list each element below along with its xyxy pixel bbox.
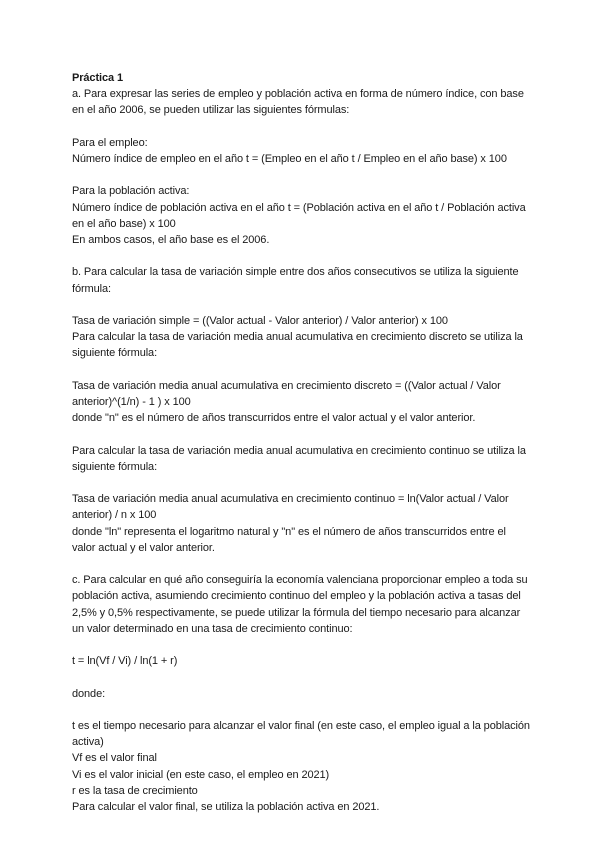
- paragraph-vi-definition: Vi es el valor inicial (en este caso, el empleo en 2021): [72, 768, 330, 781]
- paragraph-where: donde:: [72, 687, 106, 700]
- paragraph-vf-definition: Vf es el valor final: [72, 752, 157, 765]
- blank-line: [72, 702, 532, 718]
- paragraph-employment-heading: Para el empleo:: [72, 136, 148, 149]
- paragraph-t-definition: t es el tiempo necesario para alcanzar el valor final (en este caso, el empleo igual a la población activa): [72, 719, 533, 749]
- blank-line: [72, 248, 532, 264]
- paragraph-discrete-rate-formula: Tasa de variación media anual acumulativa en crecimiento discreto = ((Valor actual / Valor anterior)^(1/n) - 1 ) x 100: [72, 379, 504, 408]
- blank-line: [72, 426, 532, 442]
- paragraph-time-formula: t = ln(Vf / Vi) / ln(1 + r): [72, 655, 178, 668]
- paragraph-c-intro: c. Para calcular en qué año conseguiría la economía valenciana proporcionar empleo a toda su población activa, asumiendo crecimiento continuo del empleo y la población activa a tasas del 2,5% y 0,5% respectivamente, se puede utilizar la fórmula del tiempo necesario para alcanzar un valor determinado en una tasa de crecimiento continuo:: [72, 574, 531, 635]
- blank-line: [72, 167, 532, 183]
- paragraph-active-population-heading: Para la población activa:: [72, 185, 190, 198]
- paragraph-discrete-rate-intro: Para calcular la tasa de variación media anual acumulativa en crecimiento discreto se utiliza la siguiente fórmula:: [72, 331, 526, 360]
- paragraph-final-value-note: Para calcular el valor final, se utiliza la población activa en 2021.: [72, 800, 380, 813]
- paragraph-discrete-rate-note: donde "n" es el número de años transcurridos entre el valor actual y el valor anterior.: [72, 412, 476, 425]
- blank-line: [72, 362, 532, 378]
- blank-line: [72, 637, 532, 653]
- blank-line: [72, 119, 532, 135]
- blank-line: [72, 669, 532, 685]
- document-title: Práctica 1: [72, 72, 123, 84]
- paragraph-r-definition: r es la tasa de crecimiento: [72, 784, 198, 797]
- paragraph-base-year: En ambos casos, el año base es el 2006.: [72, 234, 270, 246]
- paragraph-a-intro: a. Para expresar las series de empleo y población activa en forma de número índice, con base en el año 2006, se pueden utilizar las siguientes fórmulas:: [72, 88, 527, 117]
- blank-line: [72, 475, 532, 491]
- blank-line: [72, 556, 532, 572]
- paragraph-active-population-formula: Número índice de población activa en el año t = (Población activa en el año t / Población activa en el año base) x 100: [72, 201, 529, 230]
- paragraph-simple-rate-formula: Tasa de variación simple = ((Valor actual - Valor anterior) / Valor anterior) x 100: [72, 314, 448, 327]
- paragraph-continuous-rate-formula: Tasa de variación media anual acumulativa en crecimiento continuo = ln(Valor actual / Valor anterior) / n x 100: [72, 493, 512, 522]
- paragraph-continuous-rate-note: donde "ln" representa el logaritmo natural y "n" es el número de años transcurridos entre el valor actual y el valor anterior.: [72, 525, 509, 554]
- document-body: [72, 70, 532, 815]
- paragraph-b-intro: b. Para calcular la tasa de variación simple entre dos años consecutivos se utiliza la siguiente fórmula:: [72, 266, 522, 295]
- paragraph-employment-formula: Número índice de empleo en el año t = (Empleo en el año t / Empleo en el año base) x 100: [72, 153, 507, 165]
- blank-line: [72, 297, 532, 313]
- paragraph-continuous-rate-intro: Para calcular la tasa de variación media anual acumulativa en crecimiento continuo se utiliza la siguiente fórmula:: [72, 444, 529, 473]
